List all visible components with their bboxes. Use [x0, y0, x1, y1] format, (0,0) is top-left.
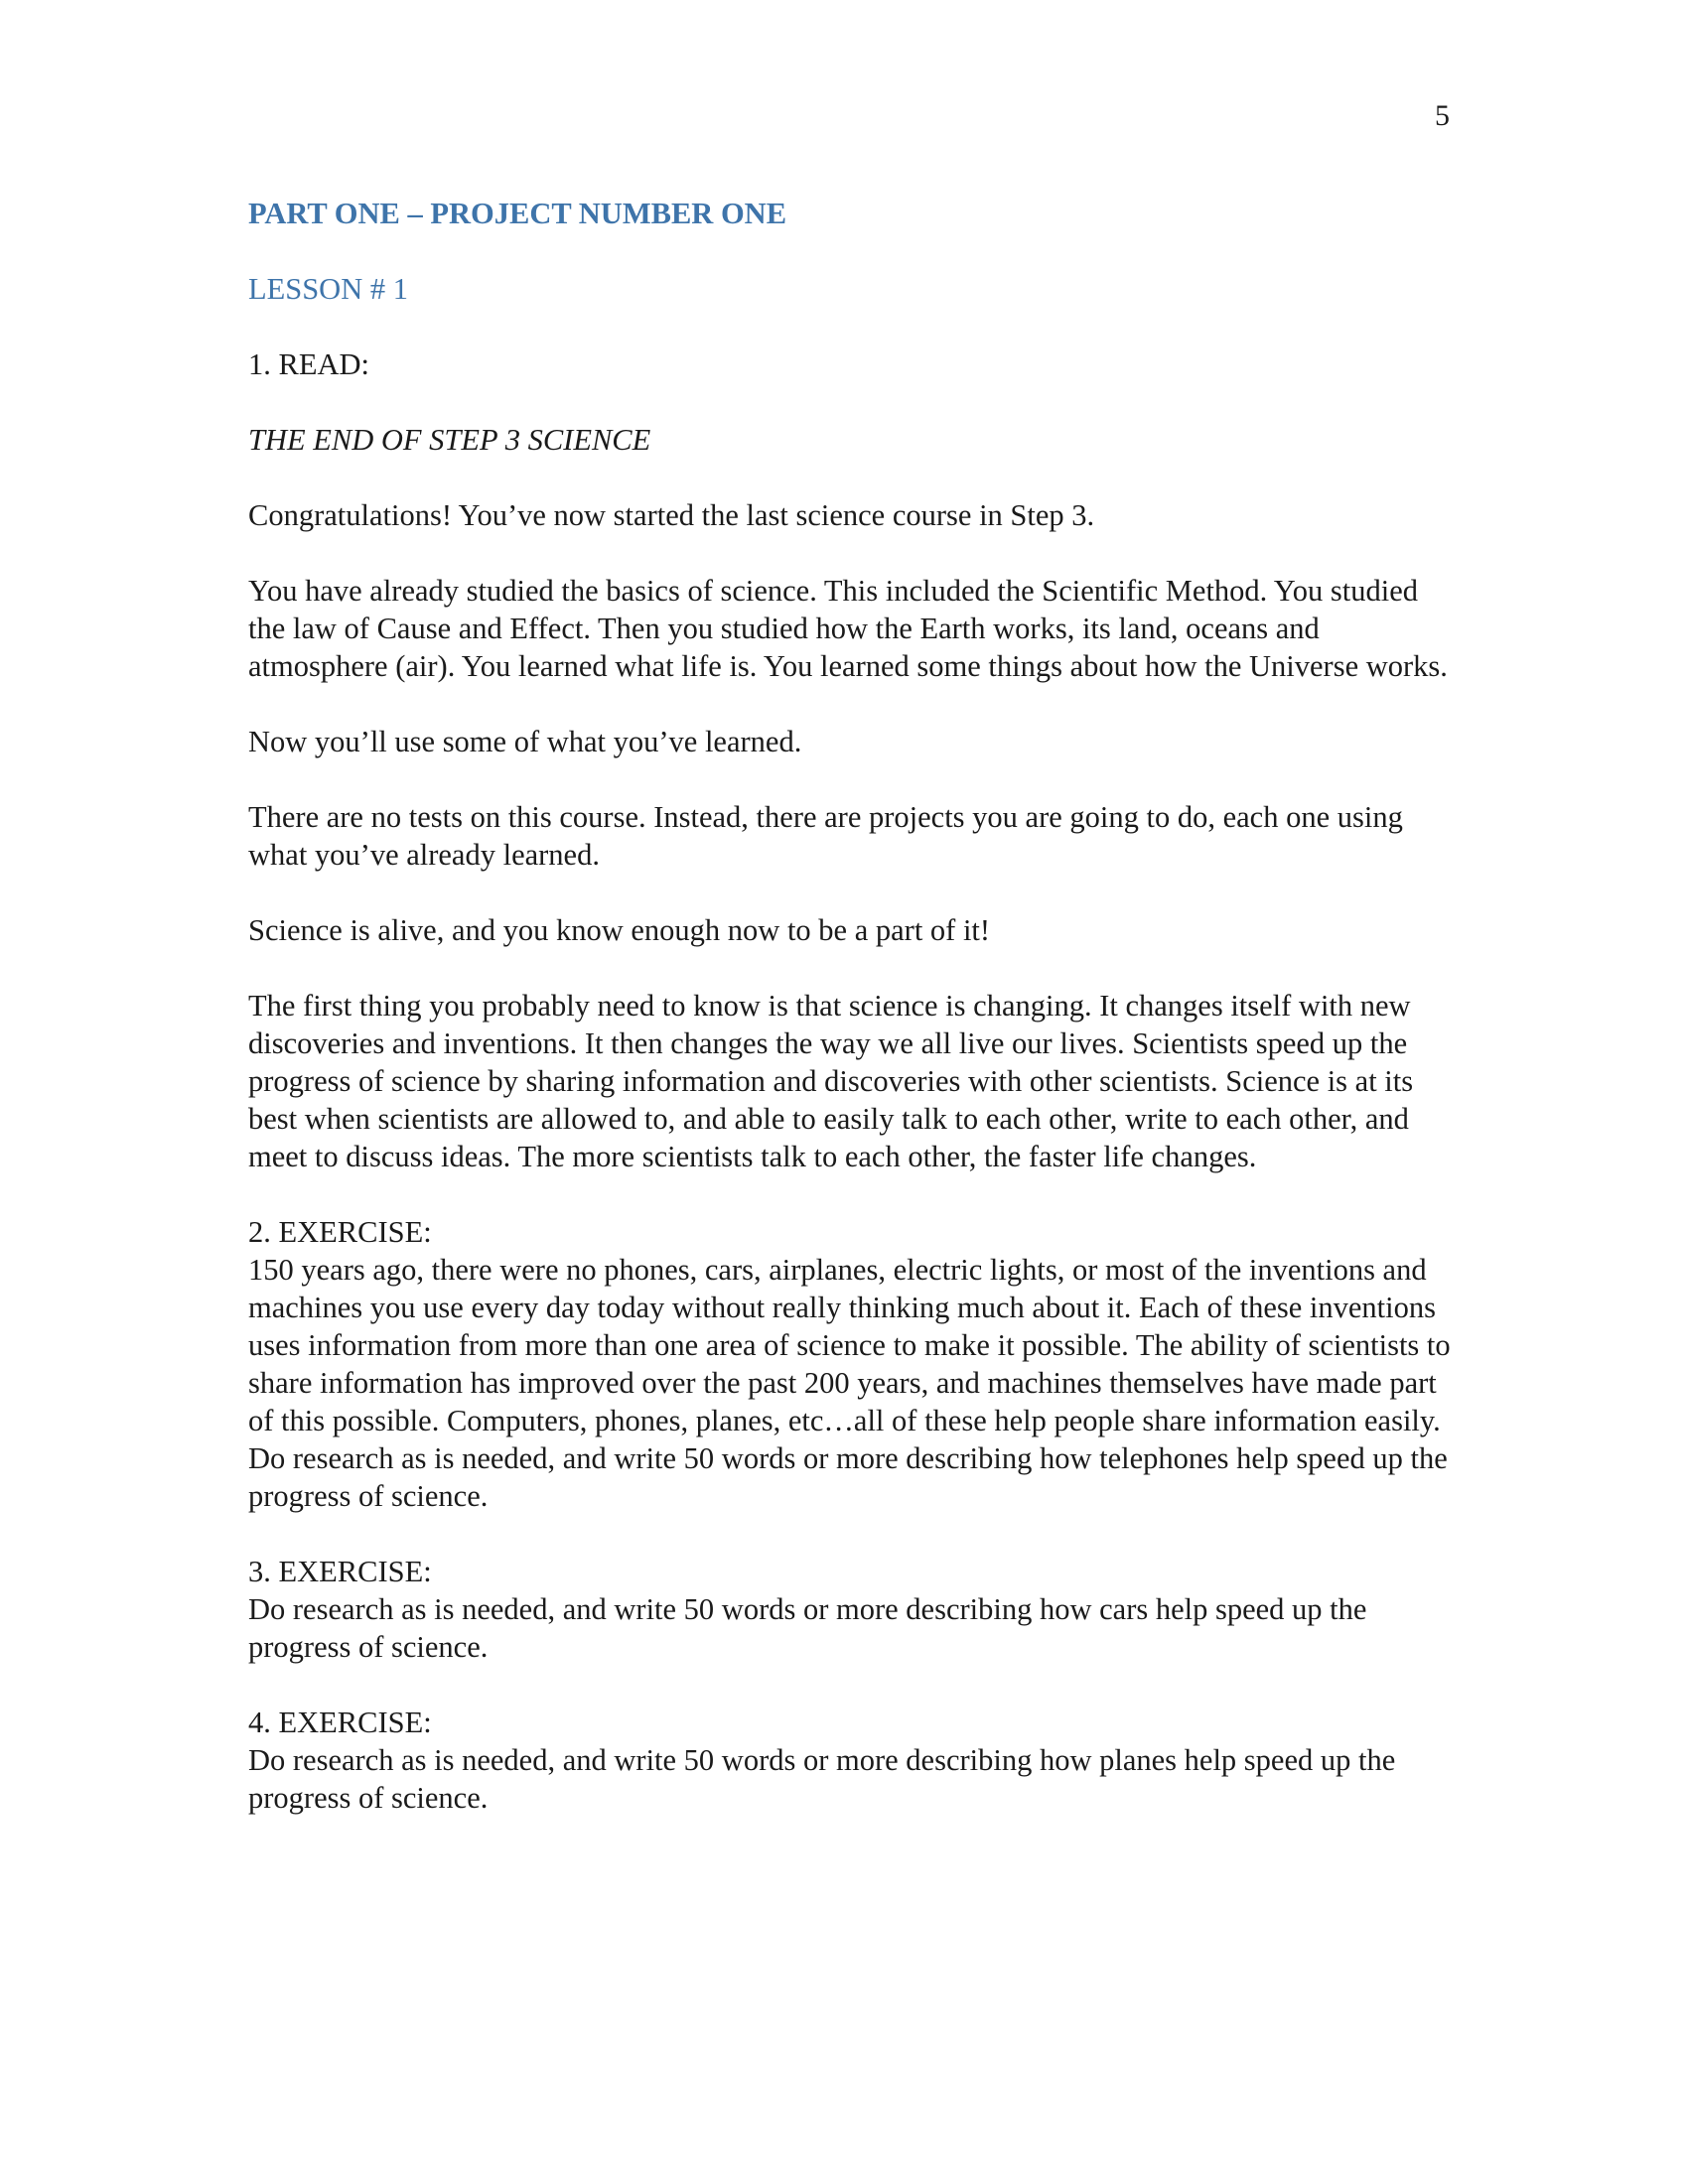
- exercise-text: Do research as is needed, and write 50 words or more describing how planes help speed up the progress of science.: [248, 1743, 1396, 1815]
- exercise-label: 2. EXERCISE:: [248, 1215, 432, 1249]
- page-number: 5: [1435, 99, 1450, 132]
- reading-title: THE END OF STEP 3 SCIENCE: [248, 423, 651, 457]
- paragraph: There are no tests on this course. Instead, there are projects you are going to do, each one using what you’ve already learned.: [248, 800, 1403, 872]
- paragraph: Science is alive, and you know enough now to be a part of it!: [248, 913, 991, 947]
- paragraph: Congratulations! You’ve now started the last science course in Step 3.: [248, 498, 1095, 532]
- exercise-text: 150 years ago, there were no phones, cars, airplanes, electric lights, or most of the inventions and machines you use every day today without really thinking much about it. Each of these inventions uses information from more than one area of science to make it possible. The ability of scientists to share information has improved over the past 200 years, and machines themselves have made part of this possible. Computers, phones, planes, etc…all of these help people share information easily. Do research as is needed, and write 50 words or more describing how telephones help speed up the progress of science.: [248, 1253, 1451, 1513]
- exercise-label: 3. EXERCISE:: [248, 1555, 432, 1588]
- exercise-label: 4. EXERCISE:: [248, 1706, 432, 1739]
- paragraph: You have already studied the basics of science. This included the Scientific Method. You studied the law of Cause and Effect. Then you studied how the Earth works, its land, oceans and atmosphere (air). You learned what life is. You learned some things about how the Universe works.: [248, 574, 1448, 683]
- document-body: [248, 195, 1460, 1817]
- part-heading: PART ONE – PROJECT NUMBER ONE: [248, 197, 787, 230]
- lesson-heading: LESSON # 1: [248, 272, 408, 306]
- read-label: 1. READ:: [248, 347, 369, 381]
- paragraph: The first thing you probably need to know is that science is changing. It changes itself with new discoveries and inventions. It then changes the way we all live our lives. Scientists speed up the progress of science by sharing information and discoveries with other scientists. Science is at its best when scientists are allowed to, and able to easily talk to each other, write to each other, and meet to discuss ideas. The more scientists talk to each other, the faster life changes.: [248, 989, 1414, 1173]
- paragraph: Now you’ll use some of what you’ve learned.: [248, 725, 802, 758]
- exercise-text: Do research as is needed, and write 50 words or more describing how cars help speed up the progress of science.: [248, 1592, 1367, 1664]
